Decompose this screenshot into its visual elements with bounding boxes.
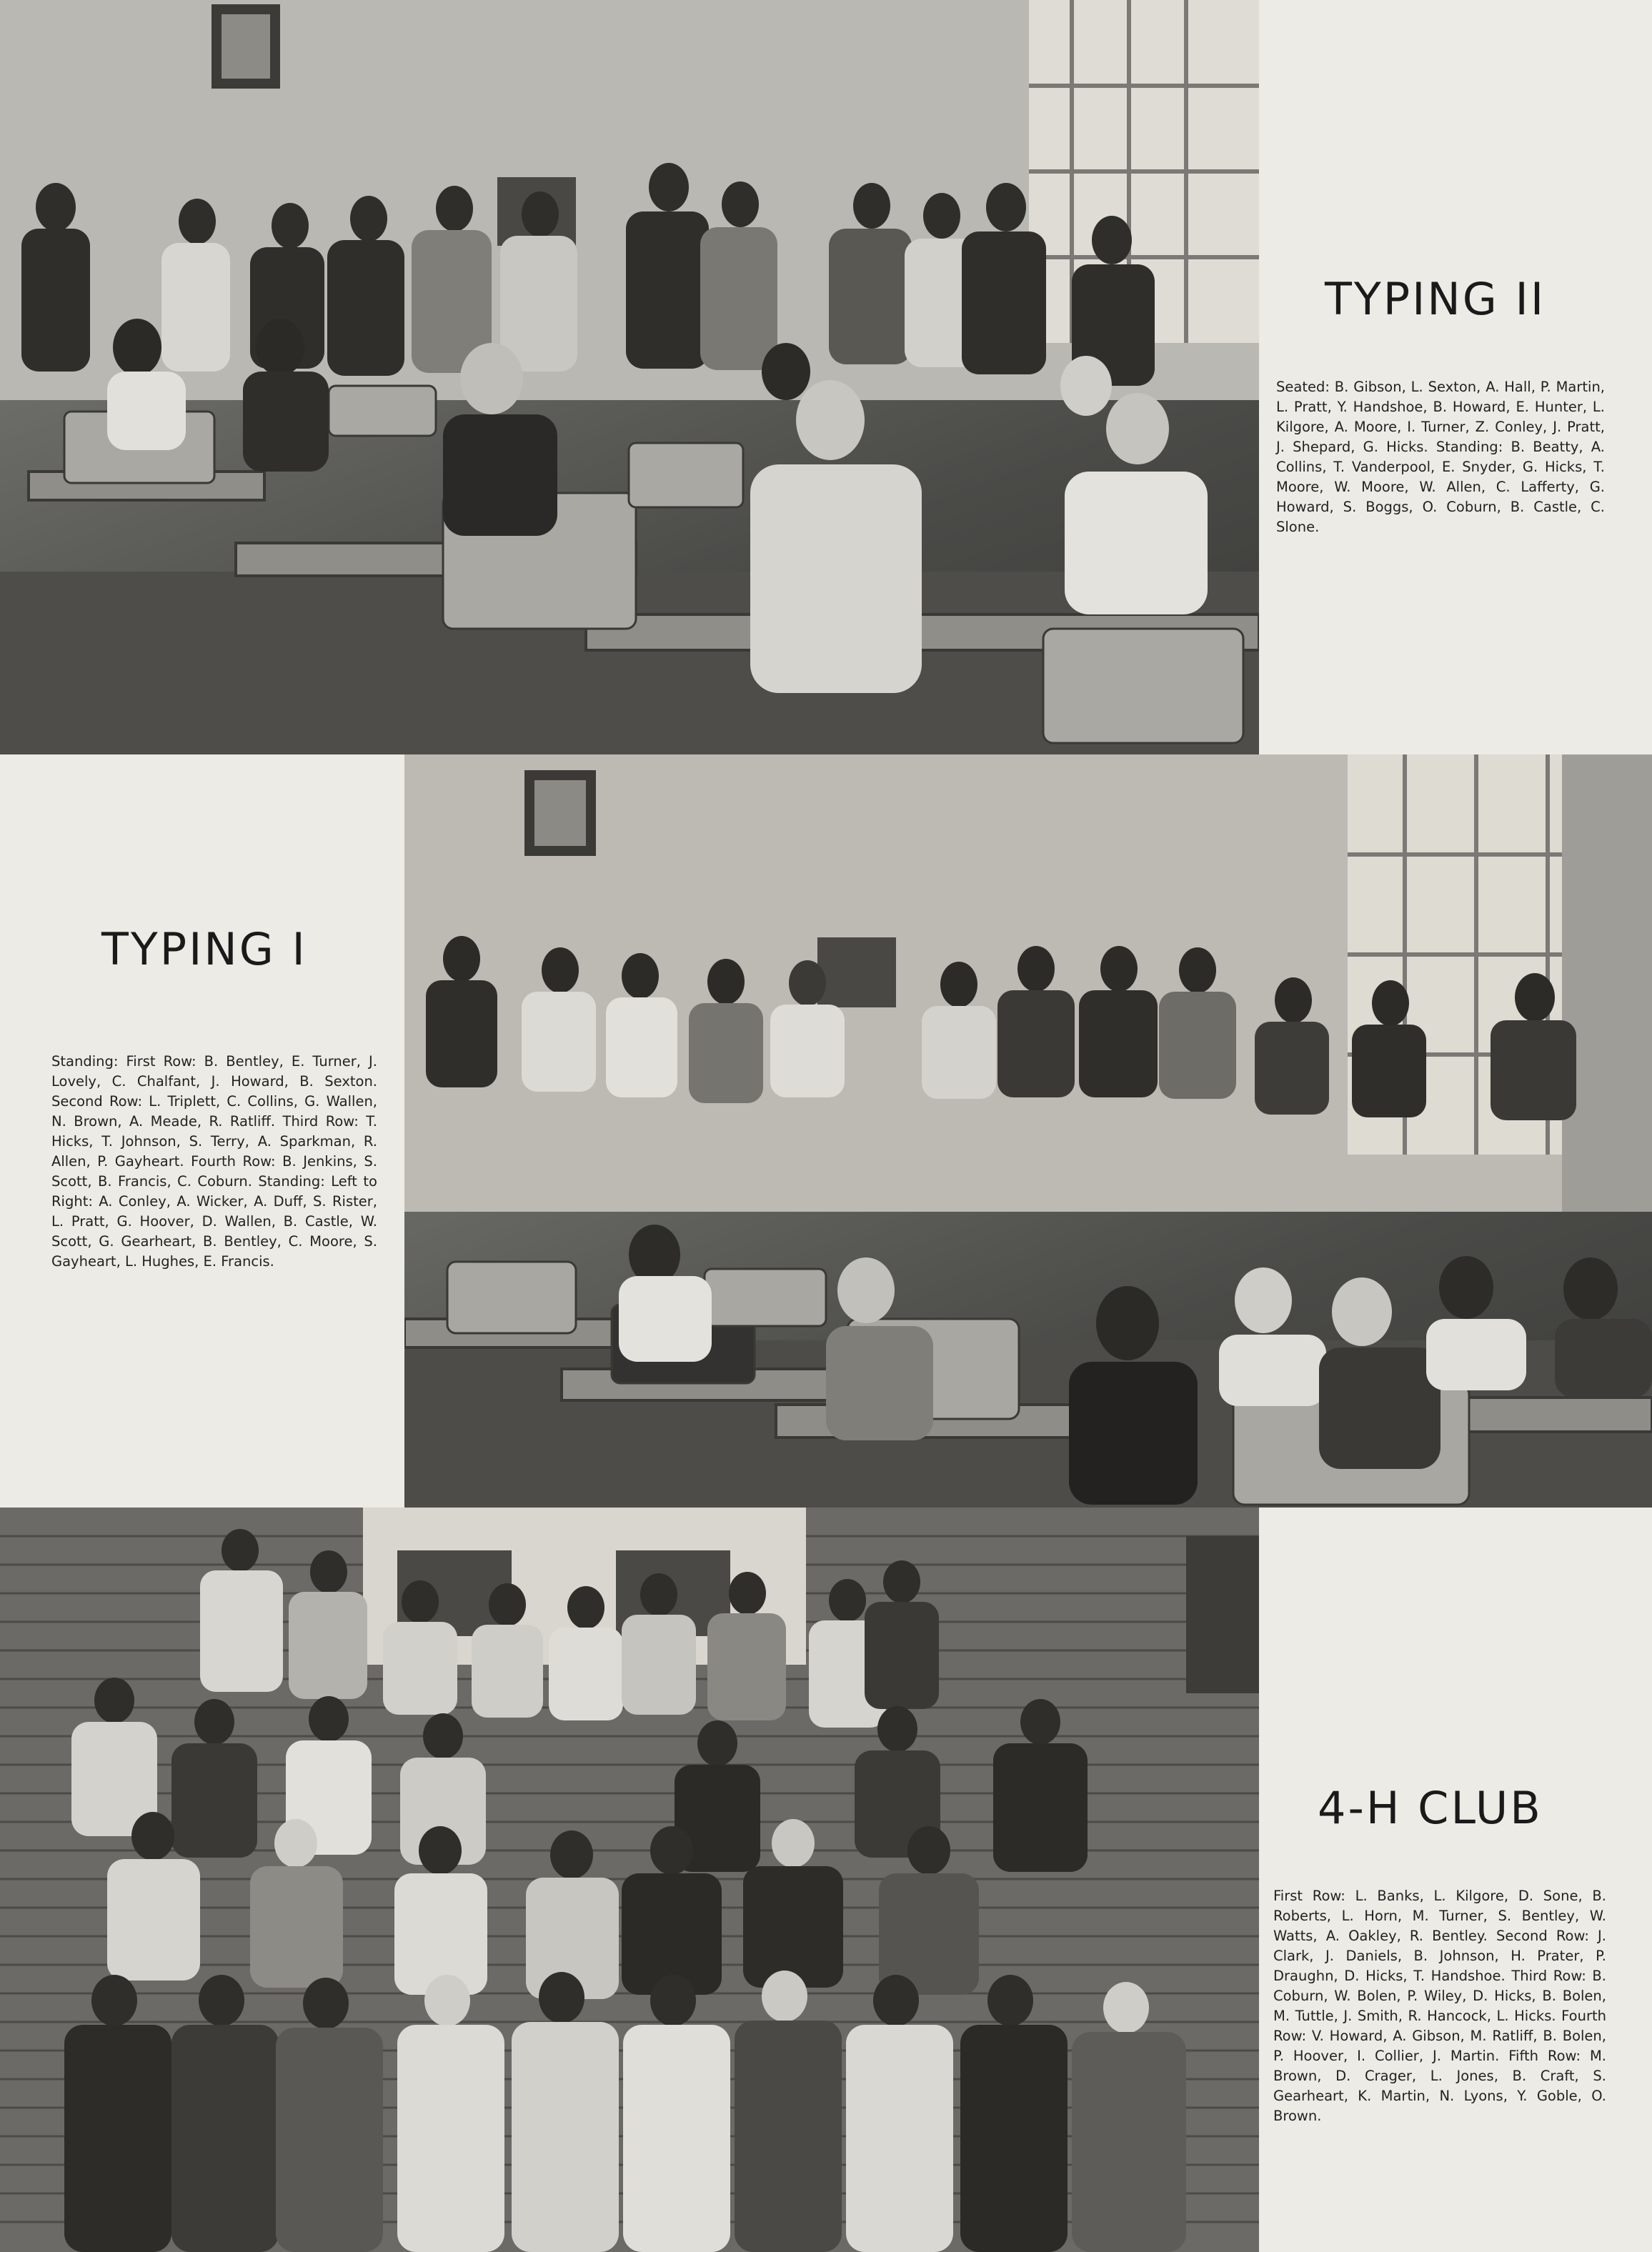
typing-ii-photo [0, 0, 1259, 754]
typing-ii-roster: Seated: B. Gibson, L. Sexton, A. Hall, P. Martin, L. Pratt, Y. Handshoe, B. Howard, E. Hunter, L. Kilgore, A. Moore, I. Turner, Z. Conley, J. Pratt, J. Shepard, G. Hicks. Standing: B. Beatty, A. Collins, T. Vanderpool, E. Snyder, G. Hicks, T. Moore, W. Moore, W. Allen, C. Lafferty, G. Howard, S. Boggs, O. Coburn, B. Castle, C. Slone. [1276, 379, 1605, 535]
4h-club-title: 4-H CLUB [1318, 1782, 1543, 1834]
typing-ii-photo-art [0, 0, 1259, 754]
typing-ii-title: TYPING II [1325, 273, 1546, 325]
4h-club-photo [0, 1508, 1259, 2252]
typing-i-photo [404, 754, 1652, 1508]
4h-club-roster: First Row: L. Banks, L. Kilgore, D. Sone, B. Roberts, L. Horn, M. Turner, S. Bentley, W. Watts, A. Oakley, R. Bentley. Second Row: J. Clark, J. Daniels, B. Johnson, H. Prater, P. Draughn, D. Hicks, T. Handshoe. Third Row: B. Coburn, W. Bolen, P. Wiley, D. Hicks, B. Bolen, M. Tuttle, J. Smith, R. Hancock, L. Hicks. Fourth Row: V. Howard, A. Gibson, M. Ratliff, B. Bolen, P. Hoover, I. Collier, J. Martin. Fifth Row: M. Brown, D. Crager, L. Jones, B. Craft, S. Gearheart, K. Martin, N. Lyons, Y. Goble, O. Brown. [1273, 1888, 1606, 2124]
4h-club-photo-art [0, 1508, 1259, 2252]
typing-i-title: TYPING I [101, 923, 307, 975]
typing-i-roster: Standing: First Row: B. Bentley, E. Turner, J. Lovely, C. Chalfant, J. Howard, B. Sexton. Second Row: L. Triplett, C. Collins, G. Wallen, N. Brown, A. Meade, R. Ratliff. Third Row: T. Hicks, T. Johnson, S. Terry, A. Sparkman, R. Allen, P. Gayheart. Fourth Row: B. Jenkins, S. Scott, B. Francis, C. Coburn. Standing: Left to Right: A. Conley, A. Wicker, A. Duff, S. Rister, L. Pratt, G. Hoover, D. Wallen, B. Castle, W. Scott, G. Gearheart, B. Bentley, C. Moore, S. Gayheart, L. Hughes, E. Francis. [51, 1053, 377, 1270]
typing-i-photo-art [404, 754, 1652, 1508]
